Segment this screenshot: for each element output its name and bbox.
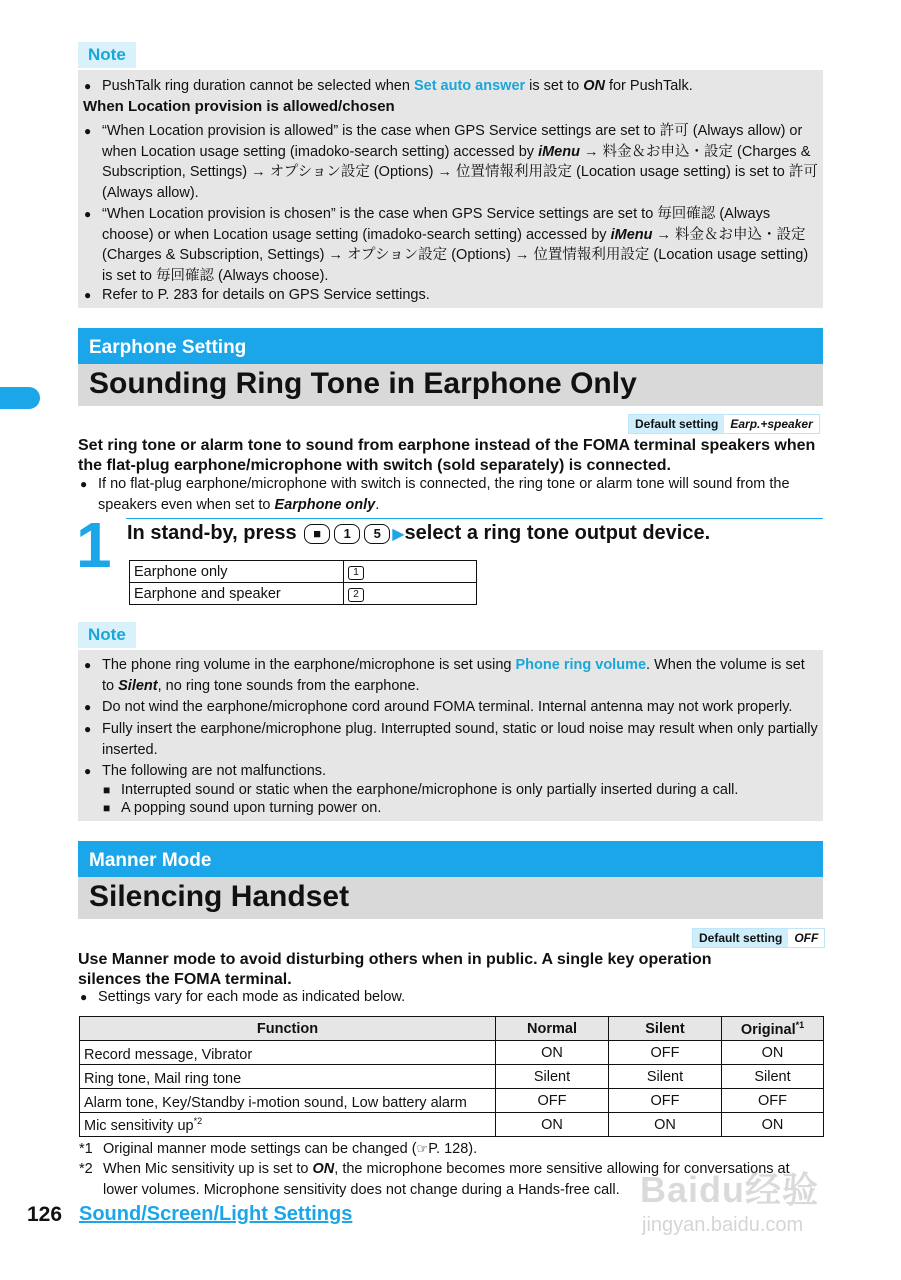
note-sub-bullet: ■ Interrupted sound or static when the earphone/microphone is only partially inserted during a call. — [103, 782, 739, 798]
note-bullet: ● The phone ring volume in the earphone/microphone is set using Phone ring volume. When the volume is set to Silent, no ring tone sounds from the earphone. — [84, 657, 805, 694]
page-number: 126 — [27, 1203, 63, 1226]
table-row: Record message, Vibrator ON OFF ON — [80, 1041, 824, 1065]
footnote: *2 When Mic sensitivity up is set to ON, the microphone becomes more sensitive allowing for conversations at lower volumes. Microphone sensitivity does not change during a Hands-free call. — [79, 1161, 790, 1198]
note-sub-bullet: ■ A popping sound upon turning power on. — [103, 800, 382, 816]
baidu-watermark-url: jingyan.baidu.com — [642, 1214, 804, 1236]
note-tag: Note — [78, 42, 136, 68]
note-bullet: ● Do not wind the earphone/microphone cord around FOMA terminal. Internal antenna may not work properly. — [84, 699, 793, 715]
table-header-row: Function Normal Silent Original$^{*1}$ — [80, 1017, 824, 1041]
set-auto-answer-link[interactable]: Set auto answer — [413, 78, 526, 94]
menu-key[interactable]: ■ — [304, 524, 330, 544]
section-header: Manner Mode — [78, 841, 823, 877]
phone-ring-volume-link[interactable]: Phone ring volume — [515, 657, 647, 673]
note-tag: Note — [78, 622, 136, 648]
footnote: *1 Original manner mode settings can be changed (☞P. 128). — [79, 1141, 478, 1157]
page-title: Silencing Handset — [78, 877, 823, 919]
key-5[interactable]: 5 — [364, 524, 390, 544]
info-bullet: ● Settings vary for each mode as indicated below. — [80, 989, 406, 1005]
chapter-link[interactable]: Sound/Screen/Light Settings — [79, 1203, 353, 1225]
page-title: Sounding Ring Tone in Earphone Only — [78, 364, 823, 406]
note-bullet: ● Fully insert the earphone/microphone plug. Interrupted sound, static or loud noise may result when only partially inserted. — [84, 721, 818, 758]
reference-icon: ☞ — [416, 1141, 429, 1156]
step-number: 1 — [76, 509, 112, 581]
note-bullet: ● “When Location provision is allowed” is the case when GPS Service settings are set to 許可 (Always allow) or when Location usage setting (imadoko-search setting) accessed by iMenu → 料金＆お申込・設定 (Charges & Subscription, Settings) → オプション設定 (Options) → 位置情報利用設定 (Location usage setting) is set to 許可 (Always allow). — [84, 123, 818, 201]
default-setting-badge: Default setting OFF — [692, 928, 825, 948]
baidu-watermark-logo: Baidu经验 — [640, 1169, 820, 1210]
lead-text: Use Manner mode to avoid disturbing others when in public. A single key operation silences the FOMA terminal. — [78, 951, 712, 988]
option-row[interactable]: Earphone only 1 — [130, 561, 477, 583]
section-header: Earphone Setting — [78, 328, 823, 364]
step-instruction: In stand-by, press ■ 1 5 ▶select a ring tone output device. — [127, 522, 711, 544]
note-bullet: ● The following are not malfunctions. — [84, 763, 327, 779]
default-setting-badge: Default setting Earp.+speaker — [628, 414, 820, 434]
manner-mode-table — [79, 1016, 824, 1137]
key-1[interactable]: 1 — [334, 524, 360, 544]
info-bullet: ● If no flat-plug earphone/microphone with switch is connected, the ring tone or alarm tone will sound from the speakers even when set to Earphone only. — [80, 476, 790, 513]
table-row: Mic sensitivity $up^{*2}$ ON ON ON — [80, 1113, 824, 1137]
note-bullet: ● PushTalk ring duration cannot be selected when Set auto answer is set to ON for PushTalk. — [84, 78, 693, 94]
note-bullet: ● Refer to P. 283 for details on GPS Service settings. — [84, 287, 430, 303]
chapter-thumb-tab — [0, 387, 40, 409]
option-table — [129, 560, 477, 605]
note-subheading: When Location provision is allowed/chosen — [83, 98, 395, 115]
note-bullet: ● “When Location provision is chosen” is the case when GPS Service settings are set to 毎回確認 (Always choose) or when Location usage setting (imadoko-search setting) accessed by iMenu → 料金＆お申込・設定 (Charges & Subscription, Settings) → オプション設定 (Options) → 位置情報利用設定 (Location usage setting) is set to 毎回確認 (Always choose). — [84, 206, 809, 284]
lead-text: Set ring tone or alarm tone to sound from earphone instead of the FOMA terminal speakers when the flat-plug earphone/microphone with switch (sold separately) is connected. — [78, 437, 816, 474]
step-divider — [126, 518, 823, 519]
arrow-right-icon: ▶ — [392, 526, 405, 543]
table-row: Ring tone, Mail ring tone Silent Silent Silent — [80, 1065, 824, 1089]
option-row[interactable]: Earphone and speaker 2 — [130, 583, 477, 605]
table-row: Alarm tone, Key/Standby i-motion sound, Low battery alarm OFF OFF OFF — [80, 1089, 824, 1113]
